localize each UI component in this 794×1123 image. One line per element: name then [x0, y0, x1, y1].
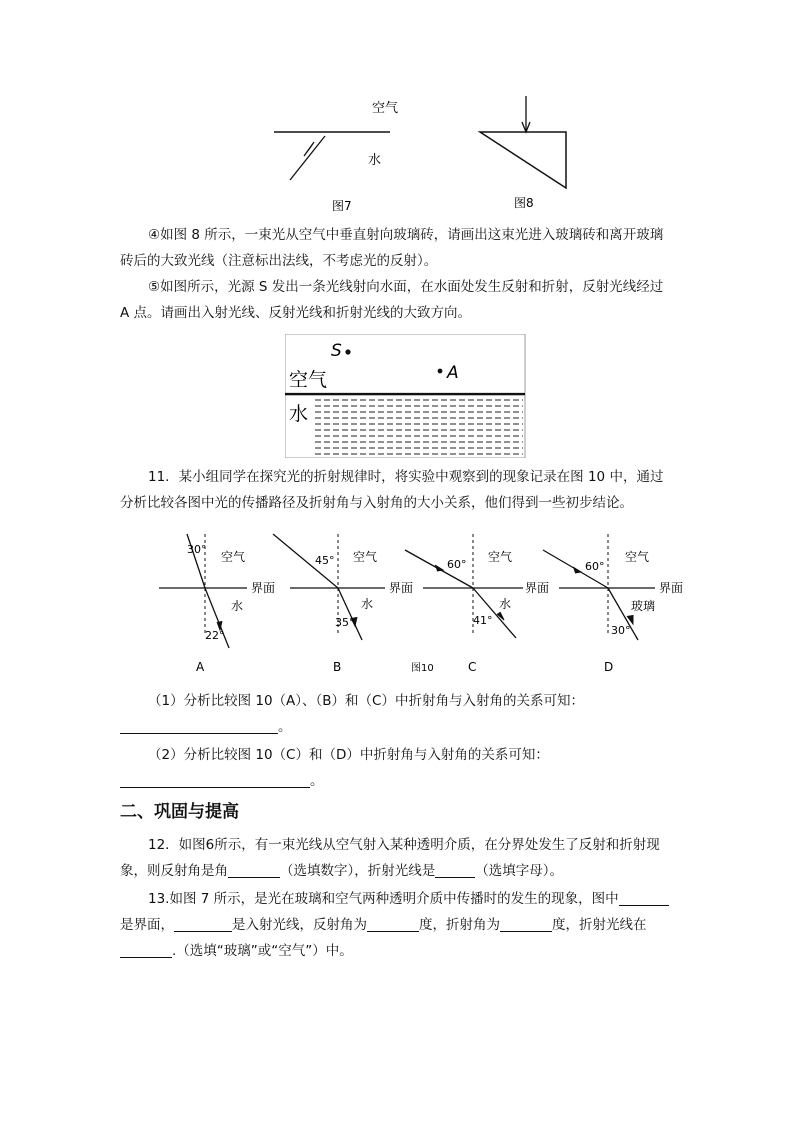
- fig10-a-incident-angle: 30°: [187, 543, 207, 556]
- fig10-c-top-medium: 空气: [488, 550, 513, 564]
- fig10-panel-a: [159, 534, 275, 674]
- question-4-text: ④如图 8 所示，一束光从空气中垂直射向玻璃砖，请画出这束光进入玻璃砖和离开玻璃砖后的大致光线（注意标出法线，不考虑光的反射）。: [120, 227, 664, 269]
- fig10-panel-b: [273, 534, 413, 674]
- question-11-part-2: [120, 742, 676, 794]
- fig10-a-letter: A: [196, 660, 205, 674]
- question-13-text-e: 度，折射光线在: [552, 917, 647, 933]
- answer-blank-13-2[interactable]: [174, 915, 232, 932]
- figure-8: [470, 92, 580, 217]
- fig10-a-top-medium: 空气: [221, 550, 246, 564]
- question-5: [120, 274, 676, 326]
- answer-blank-12-2[interactable]: [435, 861, 475, 878]
- source-s-dot: [345, 349, 350, 354]
- fig7-air-label: 空气: [372, 101, 399, 116]
- question-13-text-c: 是入射光线，反射角为: [232, 917, 367, 933]
- figure-10: [155, 528, 695, 678]
- question-4: [120, 222, 676, 274]
- fig8-caption: 图8: [514, 196, 534, 210]
- question-11: [120, 464, 676, 516]
- figure-7: [270, 92, 400, 217]
- answer-blank-13-3[interactable]: [367, 915, 419, 932]
- question-11-part-1: [120, 688, 676, 740]
- question-13-text-a: 13.如图 7 所示，是光在玻璃和空气两种透明介质中传播时的发生的现象，图中: [148, 891, 619, 907]
- fig10-c-bottom-medium: 水: [499, 597, 512, 611]
- question-12-text-b: （选填数字），折射光线是: [280, 863, 436, 879]
- point-a-label: A: [447, 363, 459, 383]
- air-label: 空气: [289, 369, 328, 391]
- fig10-c-letter: C: [468, 660, 477, 674]
- water-label: 水: [289, 403, 309, 425]
- fig10-a-bottom-medium: 水: [231, 599, 244, 613]
- fig10-a-interface: 界面: [251, 581, 276, 595]
- point-a-dot: [438, 369, 443, 374]
- answer-blank-13-5[interactable]: [120, 941, 172, 958]
- fig7-ray-arrow: [304, 142, 314, 156]
- fig10-panel-d: [543, 534, 683, 674]
- fig10-c-interface: 界面: [525, 581, 550, 595]
- source-s-label: S: [331, 341, 342, 361]
- fig7-water-label: 水: [368, 153, 382, 168]
- fig10-b-incident-angle: 45°: [315, 554, 335, 567]
- question-5-text: ⑤如图所示，光源 S 发出一条光线射向水面，在水面处发生反射和折射，反射光线经过 A 点。请画出入射光线、反射光线和折射光线的大致方向。: [120, 279, 664, 321]
- answer-blank-11-1[interactable]: [120, 717, 278, 734]
- question-13: [120, 886, 676, 964]
- fig10-a-refracted-angle: 22°: [205, 629, 225, 642]
- question-13-text-f: .（选填“玻璃”或“空气”）中。: [172, 943, 353, 959]
- fig10-caption: 图10: [411, 663, 434, 674]
- fig10-c-incident-angle: 60°: [447, 558, 467, 571]
- answer-blank-13-1[interactable]: [619, 889, 669, 906]
- question-13-text-d: 度，折射角为: [419, 917, 500, 933]
- answer-blank-11-2[interactable]: [120, 771, 310, 788]
- section-heading: 二、巩固与提高: [120, 802, 239, 822]
- period-11-2: 。: [310, 773, 324, 789]
- figure-source-water: [285, 334, 527, 458]
- fig7-caption: 图7: [332, 199, 352, 213]
- fig10-d-refracted-angle: 30°: [611, 624, 631, 637]
- answer-blank-12-1[interactable]: [228, 861, 280, 878]
- fig10-d-letter: D: [604, 660, 614, 674]
- fig10-b-bottom-medium: 水: [361, 597, 374, 611]
- water-region: [285, 395, 525, 458]
- fig10-b-letter: B: [333, 660, 342, 674]
- answer-blank-13-4[interactable]: [500, 915, 552, 932]
- question-13-text-b: 是界面，: [120, 917, 174, 933]
- fig10-b-interface: 界面: [389, 581, 414, 595]
- fig10-b-top-medium: 空气: [353, 550, 378, 564]
- fig8-glass-brick: [480, 132, 566, 188]
- fig10-d-interface: 界面: [659, 581, 684, 595]
- fig7-ray: [290, 136, 325, 180]
- fig10-c-refracted-angle: 41°: [473, 614, 493, 627]
- fig10-d-bottom-medium: 玻璃: [631, 599, 656, 613]
- fig10-panel-c: [405, 534, 549, 674]
- question-11-part-1-text: （1）分析比较图 10（A）、（B）和（C）中折射角与入射角的关系可知：: [148, 693, 584, 709]
- fig10-d-top-medium: 空气: [625, 550, 650, 564]
- fig10-d-incident-angle: 60°: [585, 560, 605, 573]
- fig10-b-refracted-angle: 35°: [335, 616, 355, 629]
- question-11-part-2-text: （2）分析比较图 10（C）和（D）中折射角与入射角的关系可知：: [148, 747, 549, 763]
- question-12-text-c: （选填字母）。: [475, 863, 563, 879]
- question-12-text-a: 12．如图6所示，有一束光线从空气射入某种透明介质，在分界处发生了反射和折射现象，则反射角是角: [120, 837, 660, 879]
- question-11-text: 11．某小组同学在探究光的折射规律时，将实验中观察到的现象记录在图 10 中，通过分析比较各图中光的传播路径及折射角与入射角的大小关系，他们得到一些初步结论。: [120, 469, 664, 511]
- period-11-1: 。: [278, 719, 292, 735]
- question-12: [120, 832, 676, 884]
